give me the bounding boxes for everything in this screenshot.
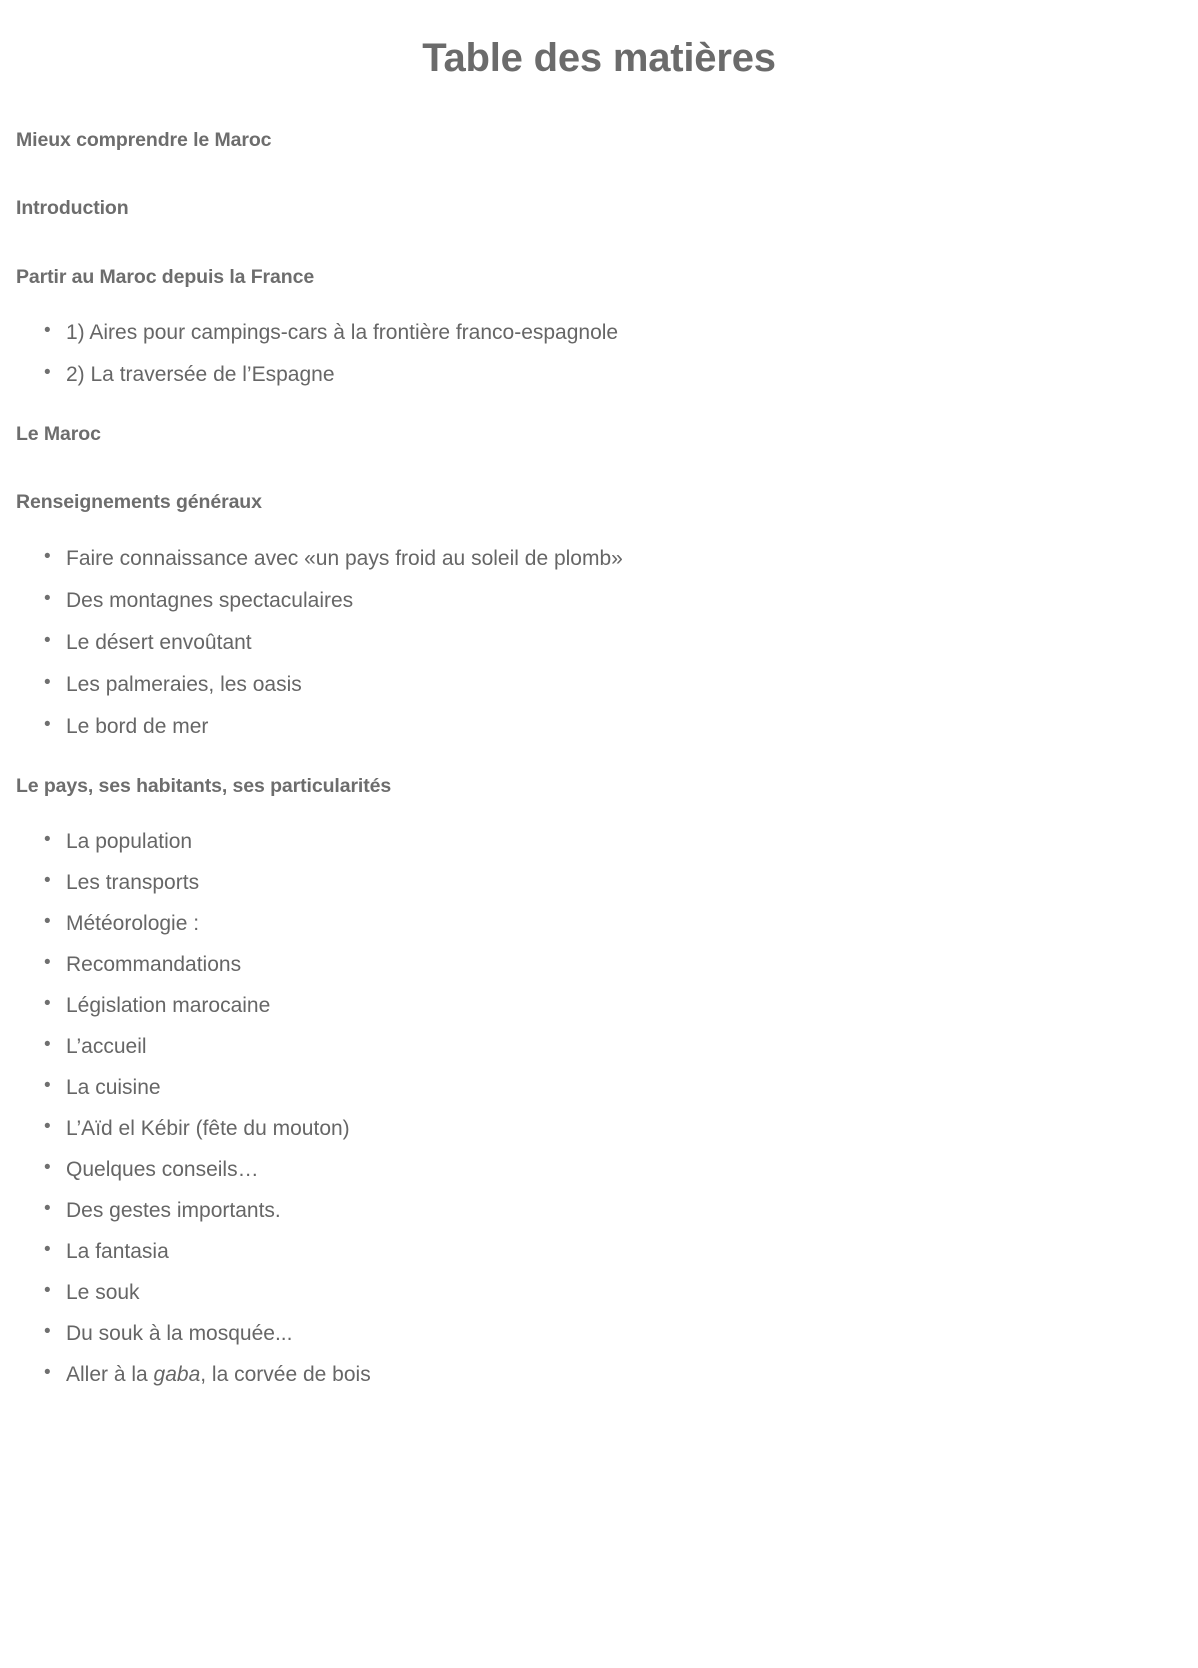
spacer	[0, 385, 1198, 421]
list-item: • Du souk à la mosquée...	[44, 1323, 1198, 1344]
list-item: • Quelques conseils…	[44, 1159, 1198, 1180]
list-item: • 1) Aires pour campings-cars à la frontière franco-espagnole	[44, 322, 1198, 343]
toc-list-le-pays-ses-habitants	[0, 831, 1198, 1385]
list-item: • L’accueil	[44, 1036, 1198, 1057]
section-heading-le-maroc: Le Maroc	[16, 422, 101, 445]
toc-list-partir-au-maroc	[0, 322, 1198, 385]
toc-list-renseignements-generaux	[0, 548, 1198, 737]
spacer	[0, 737, 1198, 773]
list-item: • La cuisine	[44, 1077, 1198, 1098]
page-title: Table des matières	[422, 36, 776, 80]
list-item-italic-term: gaba	[153, 1362, 201, 1386]
list-item: • Les palmeraies, les oasis	[44, 674, 1198, 695]
list-item: • Législation marocaine	[44, 995, 1198, 1016]
list-item: • La population	[44, 831, 1198, 852]
spacer	[0, 799, 1198, 831]
spacer	[0, 80, 1198, 127]
spacer	[0, 153, 1198, 195]
list-item: • Des montagnes spectaculaires	[44, 590, 1198, 611]
list-item: • L’Aïd el Kébir (fête du mouton)	[44, 1118, 1198, 1139]
section-heading-mieux-comprendre-le-maroc: Mieux comprendre le Maroc	[16, 129, 272, 151]
list-item-text-before: Aller à la	[66, 1362, 154, 1386]
spacer	[0, 516, 1198, 548]
list-item: • Le désert envoûtant	[44, 632, 1198, 653]
section-heading-partir-au-maroc-depuis-la-france: Partir au Maroc depuis la France	[16, 265, 315, 288]
spacer	[0, 290, 1198, 322]
section-heading-le-pays-ses-habitants: Le pays, ses habitants, ses particularités	[16, 774, 392, 797]
list-item: • Faire connaissance avec «un pays froid au soleil de plomb»	[44, 548, 1198, 569]
section-heading-renseignements-generaux: Renseignements généraux	[16, 491, 262, 514]
list-item: • Le souk	[44, 1282, 1198, 1303]
list-item: • La fantasia	[44, 1241, 1198, 1262]
list-item: • Le bord de mer	[44, 716, 1198, 737]
list-item: • 2) La traversée de l’Espagne	[44, 364, 1198, 385]
spacer	[0, 222, 1198, 264]
list-item: • Les transports	[44, 872, 1198, 893]
list-item: • Recommandations	[44, 954, 1198, 975]
list-item-text-after: , la corvée de bois	[200, 1362, 371, 1386]
list-item: • Des gestes importants.	[44, 1200, 1198, 1221]
list-item-gaba	[44, 1364, 1198, 1385]
list-item: • Météorologie :	[44, 913, 1198, 934]
spacer	[0, 447, 1198, 489]
section-heading-introduction: Introduction	[16, 197, 129, 220]
